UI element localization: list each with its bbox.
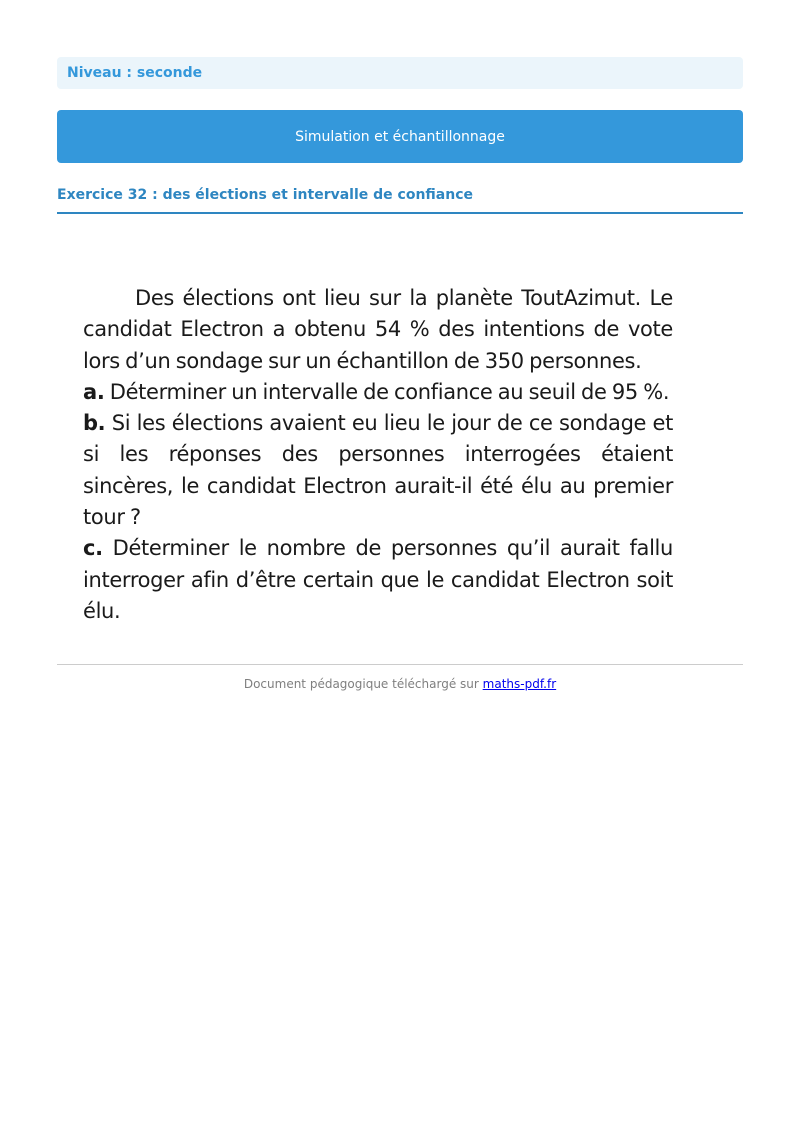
question-text: Si les élections avaient eu lieu le jour de ce sondage et si les réponses des personnes interrogées étaient sincères, le candidat Electron aurait-il été élu au premier tour ? xyxy=(83,411,673,530)
chapter-banner: Simulation et échantillonnage xyxy=(57,110,743,163)
level-label: Niveau : seconde xyxy=(57,57,743,89)
exercise-statement xyxy=(83,283,673,627)
question-label: c. xyxy=(83,536,103,561)
footer-link[interactable]: maths-pdf.fr xyxy=(482,677,557,691)
question-b xyxy=(83,408,673,533)
question-text: Déterminer un intervalle de confiance au seuil de 95 %. xyxy=(109,379,670,404)
question-c xyxy=(83,533,673,627)
footer-text: Document pédagogique téléchargé sur xyxy=(243,677,479,691)
question-a xyxy=(83,377,673,408)
footer-divider xyxy=(57,664,743,665)
question-label: a. xyxy=(83,379,105,404)
exercise-intro: Des élections ont lieu sur la planète ToutAzimut. Le candidat Electron a obtenu 54 % des intentions de vote lors d’un sondage sur un échantillon de 350 personnes. xyxy=(83,286,673,373)
footer xyxy=(57,677,743,691)
question-text: Déterminer le nombre de personnes qu’il aurait fallu interroger afin d’être certain que le candidat Electron soit élu. xyxy=(83,536,674,623)
exercise-title: Exercice 32 : des élections et intervalle de confiance xyxy=(57,185,743,214)
question-label: b. xyxy=(83,411,106,436)
